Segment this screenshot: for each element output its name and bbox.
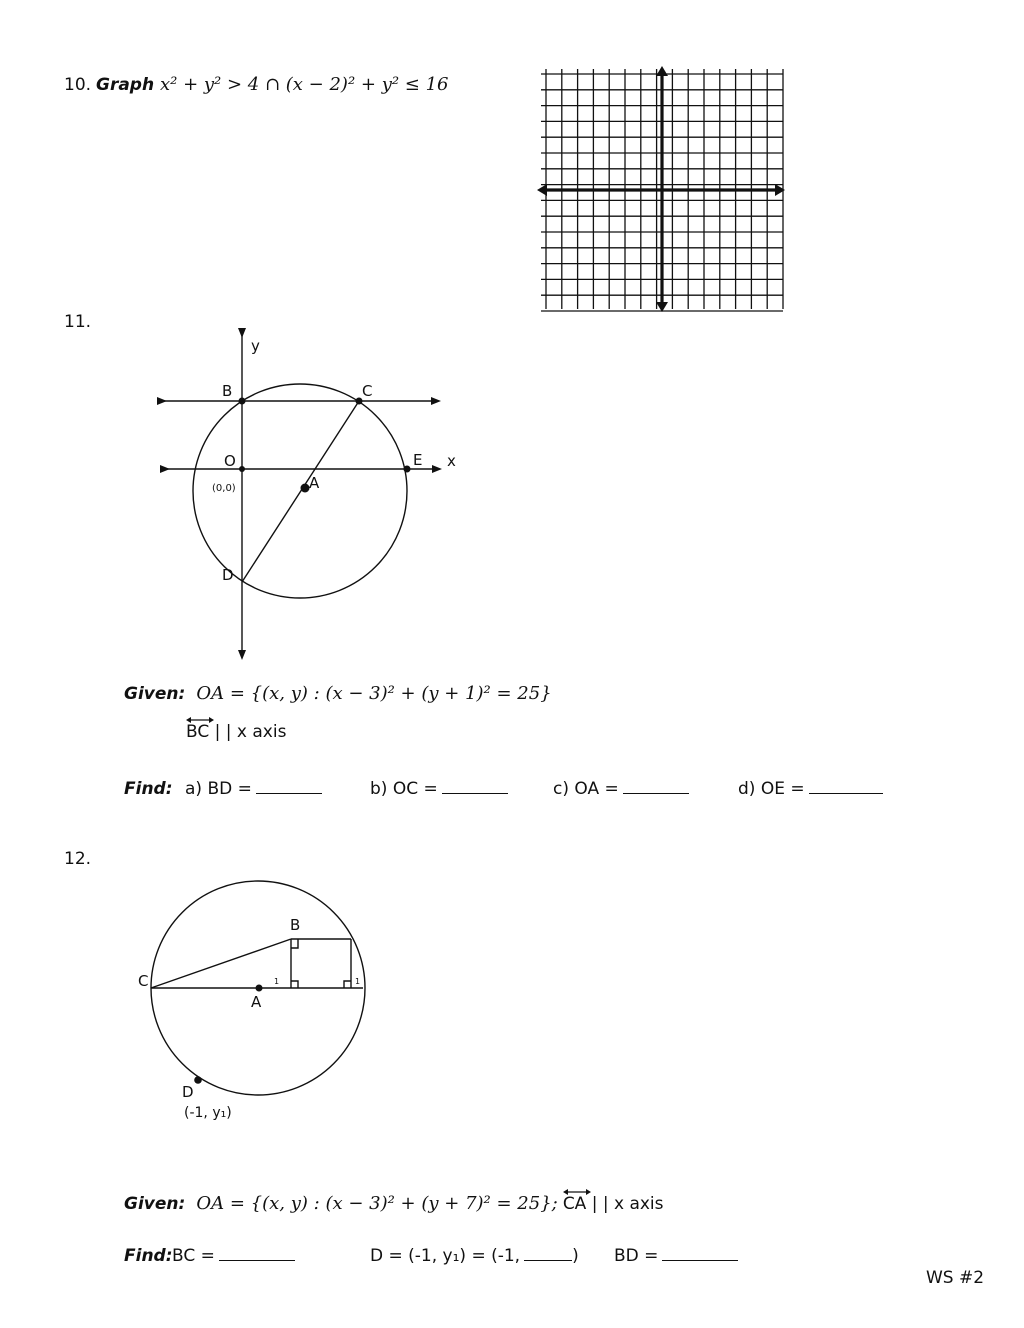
p11-segment-bc: BC xyxy=(186,722,209,742)
p11-given-line2 xyxy=(186,722,286,742)
p11-label-y: y xyxy=(251,337,260,355)
p12-given-word: Given: xyxy=(124,1194,186,1214)
problem-10-number: 10. xyxy=(64,75,92,95)
p12-find-bc: BC = xyxy=(172,1246,295,1266)
p11-point-b xyxy=(239,398,246,405)
p12-label-c: C xyxy=(138,972,149,990)
p11-label-x: x xyxy=(447,452,456,470)
p12-given-equation: OA = {(x, y) : (x − 3)² + (y + 7)² = 25}; xyxy=(196,1193,558,1214)
p12-segment-ca: CA xyxy=(563,1194,587,1214)
p11-parallel-text: | | x axis xyxy=(209,722,287,742)
p12-right-angle-top xyxy=(291,939,298,948)
p11-blank-c[interactable] xyxy=(623,779,689,794)
p12-label-d: D xyxy=(182,1083,194,1101)
p11-blank-b[interactable] xyxy=(442,779,508,794)
line-arrow-icon xyxy=(563,1188,591,1196)
p11-point-o xyxy=(239,466,245,472)
problem-10-expression: x² + y² > 4 ∩ (x − 2)² + y² ≤ 16 xyxy=(160,74,449,95)
p12-find-d: D = (-1, y₁) = (-1, ) xyxy=(370,1246,579,1266)
p12-find-bd: BD = xyxy=(614,1246,738,1266)
problem-12-number: 12. xyxy=(64,849,92,869)
p12-point-d xyxy=(194,1076,202,1084)
coordinate-grid xyxy=(535,63,790,315)
p11-diameter-cd xyxy=(242,401,359,582)
p11-find-word: Find: xyxy=(124,779,173,799)
p12-blank-bd[interactable] xyxy=(662,1246,738,1261)
problem-11-number: 11. xyxy=(64,312,92,332)
grid-x-arrow-left xyxy=(537,184,547,196)
p12-parallel-text: | | x axis xyxy=(586,1194,664,1214)
p11-find-b: b) OC = xyxy=(370,779,508,799)
p11-label-a: A xyxy=(309,474,320,492)
p11-find-d: d) OE = xyxy=(738,779,883,799)
p11-blank-a[interactable] xyxy=(256,779,322,794)
p12-right-angle-bottom-right xyxy=(344,981,351,988)
p11-find-c: c) OA = xyxy=(553,779,689,799)
p11-label-origin: (0,0) xyxy=(212,483,236,494)
problem-11-diagram xyxy=(140,315,480,670)
p12-label-one-right: 1 xyxy=(355,977,361,986)
p11-blank-d[interactable] xyxy=(809,779,883,794)
problem-12-diagram xyxy=(130,870,390,1130)
p12-label-b: B xyxy=(290,916,301,934)
p12-point-a xyxy=(256,985,263,992)
p11-label-e: E xyxy=(413,451,423,469)
problem-10-graph-word: Graph xyxy=(96,75,155,95)
p12-blank-bc[interactable] xyxy=(219,1246,295,1261)
p11-point-e xyxy=(404,466,411,473)
p12-label-a: A xyxy=(251,993,262,1011)
p11-given-word: Given: xyxy=(124,684,186,704)
p11-given-line1 xyxy=(124,683,552,704)
p11-label-c: C xyxy=(362,382,373,400)
p11-find-a: a) BD = xyxy=(185,779,322,799)
p12-blank-y1[interactable] xyxy=(524,1246,572,1261)
p12-find-word: Find: xyxy=(124,1246,173,1266)
p12-label-one-left: 1 xyxy=(274,977,280,986)
p12-segment-cb xyxy=(151,939,291,988)
p12-given-line xyxy=(124,1193,664,1214)
grid-y-arrow-up xyxy=(656,66,668,76)
p11-label-b: B xyxy=(222,382,233,400)
p12-right-angle-bottom-left xyxy=(291,981,298,988)
p11-given-equation: OA = {(x, y) : (x − 3)² + (y + 1)² = 25} xyxy=(196,683,552,704)
p11-label-o: O xyxy=(224,452,236,470)
line-arrow-icon xyxy=(186,716,214,724)
worksheet-label: WS #2 xyxy=(926,1268,985,1288)
p11-label-d: D xyxy=(222,566,234,584)
p12-label-d-coord: (-1, y₁) xyxy=(184,1105,232,1121)
